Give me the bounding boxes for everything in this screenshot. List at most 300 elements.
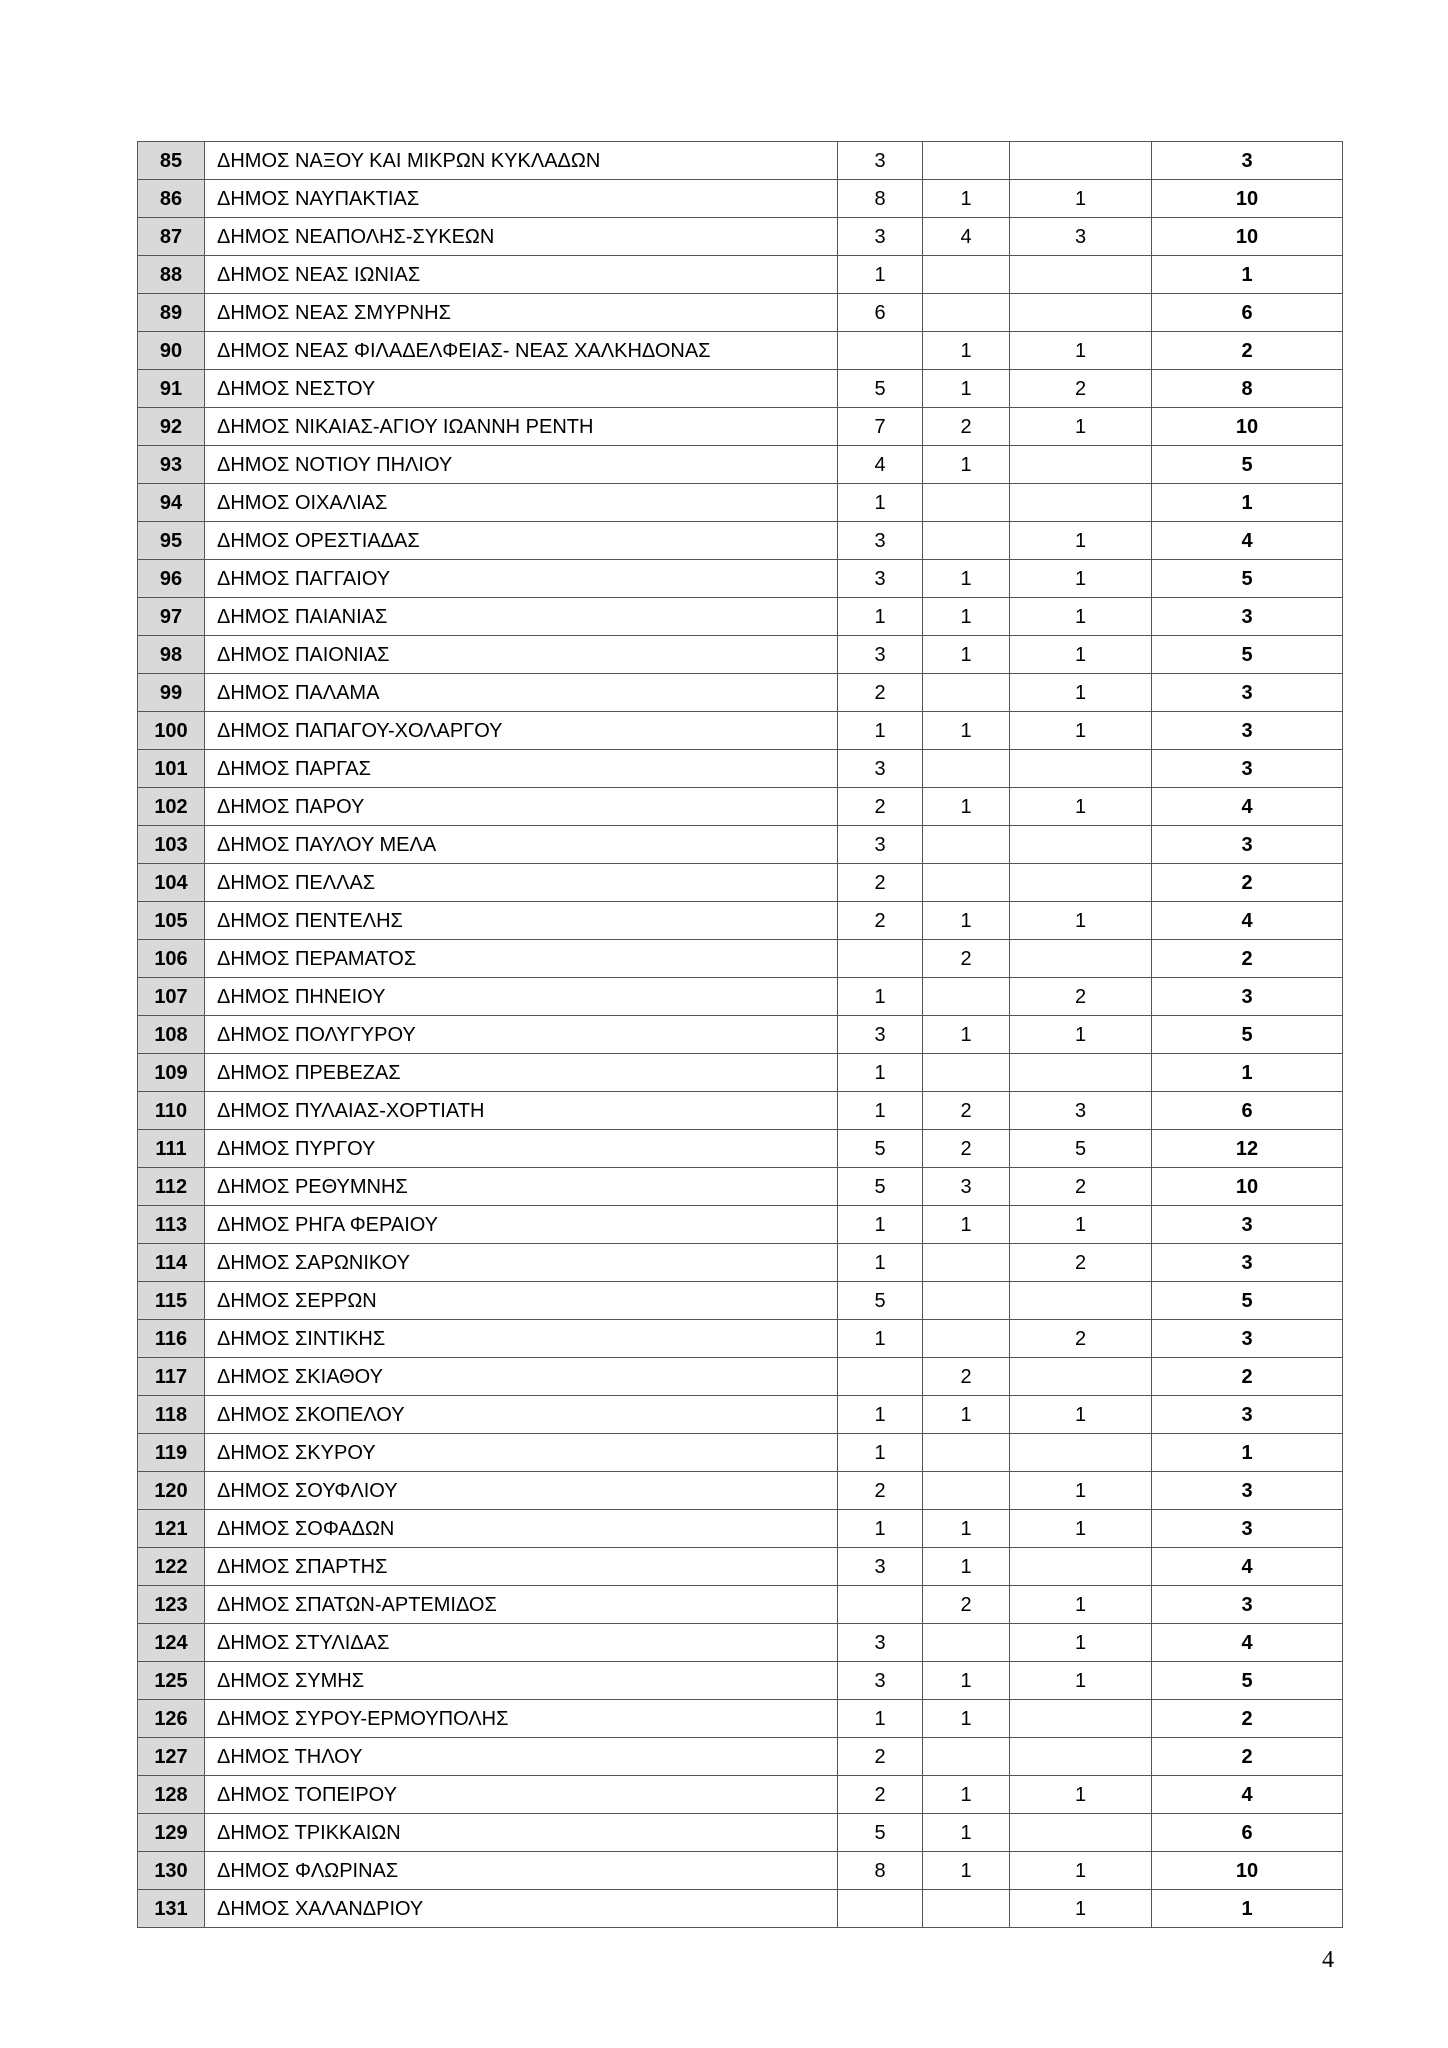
municipality-name-cell: ΔΗΜΟΣ ΠΑΓΓΑΙΟΥ bbox=[205, 560, 838, 598]
value-cell-1: 2 bbox=[838, 1738, 923, 1776]
value-cell-3: 1 bbox=[1010, 636, 1152, 674]
value-cell-3 bbox=[1010, 750, 1152, 788]
municipality-name-cell: ΔΗΜΟΣ ΠΥΛΑΙΑΣ-ΧΟΡΤΙΑΤΗ bbox=[205, 1092, 838, 1130]
total-cell: 2 bbox=[1152, 940, 1343, 978]
value-cell-1: 5 bbox=[838, 1130, 923, 1168]
table-row bbox=[138, 788, 1343, 826]
value-cell-1: 3 bbox=[838, 1016, 923, 1054]
total-cell: 3 bbox=[1152, 1320, 1343, 1358]
value-cell-3: 2 bbox=[1010, 978, 1152, 1016]
value-cell-2: 1 bbox=[923, 370, 1010, 408]
row-number-cell: 110 bbox=[138, 1092, 205, 1130]
row-number-cell: 93 bbox=[138, 446, 205, 484]
row-number-cell: 120 bbox=[138, 1472, 205, 1510]
value-cell-2 bbox=[923, 294, 1010, 332]
table-row bbox=[138, 1016, 1343, 1054]
municipality-name-cell: ΔΗΜΟΣ ΠΑΠΑΓΟΥ-ΧΟΛΑΡΓΟΥ bbox=[205, 712, 838, 750]
value-cell-3: 1 bbox=[1010, 408, 1152, 446]
total-cell: 6 bbox=[1152, 1814, 1343, 1852]
value-cell-3: 1 bbox=[1010, 674, 1152, 712]
municipality-name-cell: ΔΗΜΟΣ ΣΙΝΤΙΚΗΣ bbox=[205, 1320, 838, 1358]
value-cell-2 bbox=[923, 1472, 1010, 1510]
value-cell-1: 5 bbox=[838, 370, 923, 408]
table-row bbox=[138, 332, 1343, 370]
total-cell: 3 bbox=[1152, 1586, 1343, 1624]
value-cell-3: 1 bbox=[1010, 1472, 1152, 1510]
value-cell-1: 2 bbox=[838, 674, 923, 712]
value-cell-3: 1 bbox=[1010, 332, 1152, 370]
row-number-cell: 122 bbox=[138, 1548, 205, 1586]
value-cell-2 bbox=[923, 256, 1010, 294]
value-cell-3: 1 bbox=[1010, 1206, 1152, 1244]
total-cell: 3 bbox=[1152, 978, 1343, 1016]
row-number-cell: 123 bbox=[138, 1586, 205, 1624]
value-cell-1: 1 bbox=[838, 1396, 923, 1434]
value-cell-1: 5 bbox=[838, 1168, 923, 1206]
row-number-cell: 100 bbox=[138, 712, 205, 750]
row-number-cell: 109 bbox=[138, 1054, 205, 1092]
value-cell-1: 1 bbox=[838, 484, 923, 522]
row-number-cell: 102 bbox=[138, 788, 205, 826]
value-cell-1: 4 bbox=[838, 446, 923, 484]
table-row bbox=[138, 1320, 1343, 1358]
value-cell-2: 1 bbox=[923, 1852, 1010, 1890]
municipality-name-cell: ΔΗΜΟΣ ΣΚΥΡΟΥ bbox=[205, 1434, 838, 1472]
municipality-name-cell: ΔΗΜΟΣ ΠΑΡΓΑΣ bbox=[205, 750, 838, 788]
value-cell-2: 1 bbox=[923, 1548, 1010, 1586]
municipality-name-cell: ΔΗΜΟΣ ΝΑΞΟΥ ΚΑΙ ΜΙΚΡΩΝ ΚΥΚΛΑΔΩΝ bbox=[205, 142, 838, 180]
table-row bbox=[138, 408, 1343, 446]
value-cell-3 bbox=[1010, 142, 1152, 180]
municipality-name-cell: ΔΗΜΟΣ ΤΗΛΟΥ bbox=[205, 1738, 838, 1776]
row-number-cell: 92 bbox=[138, 408, 205, 446]
table-row bbox=[138, 1358, 1343, 1396]
total-cell: 3 bbox=[1152, 674, 1343, 712]
value-cell-2: 1 bbox=[923, 180, 1010, 218]
row-number-cell: 111 bbox=[138, 1130, 205, 1168]
total-cell: 3 bbox=[1152, 1472, 1343, 1510]
row-number-cell: 116 bbox=[138, 1320, 205, 1358]
table-row bbox=[138, 1548, 1343, 1586]
total-cell: 2 bbox=[1152, 332, 1343, 370]
total-cell: 4 bbox=[1152, 1624, 1343, 1662]
value-cell-3 bbox=[1010, 484, 1152, 522]
total-cell: 3 bbox=[1152, 1244, 1343, 1282]
row-number-cell: 126 bbox=[138, 1700, 205, 1738]
value-cell-1 bbox=[838, 1586, 923, 1624]
value-cell-1: 3 bbox=[838, 560, 923, 598]
row-number-cell: 104 bbox=[138, 864, 205, 902]
value-cell-1: 3 bbox=[838, 142, 923, 180]
total-cell: 2 bbox=[1152, 864, 1343, 902]
value-cell-3: 2 bbox=[1010, 1244, 1152, 1282]
total-cell: 3 bbox=[1152, 1510, 1343, 1548]
value-cell-2 bbox=[923, 674, 1010, 712]
table-row bbox=[138, 1206, 1343, 1244]
value-cell-3: 1 bbox=[1010, 1016, 1152, 1054]
table-row bbox=[138, 1738, 1343, 1776]
municipality-name-cell: ΔΗΜΟΣ ΧΑΛΑΝΔΡΙΟΥ bbox=[205, 1890, 838, 1928]
value-cell-1: 1 bbox=[838, 1092, 923, 1130]
table-row bbox=[138, 484, 1343, 522]
value-cell-3: 1 bbox=[1010, 1624, 1152, 1662]
table-row bbox=[138, 180, 1343, 218]
total-cell: 10 bbox=[1152, 408, 1343, 446]
value-cell-2: 1 bbox=[923, 1662, 1010, 1700]
table-row bbox=[138, 218, 1343, 256]
value-cell-3: 1 bbox=[1010, 1852, 1152, 1890]
total-cell: 3 bbox=[1152, 750, 1343, 788]
municipality-name-cell: ΔΗΜΟΣ ΣΠΑΡΤΗΣ bbox=[205, 1548, 838, 1586]
table-row bbox=[138, 1662, 1343, 1700]
table-row bbox=[138, 674, 1343, 712]
value-cell-2 bbox=[923, 1320, 1010, 1358]
table-row bbox=[138, 902, 1343, 940]
table-row bbox=[138, 142, 1343, 180]
municipality-name-cell: ΔΗΜΟΣ ΣΕΡΡΩΝ bbox=[205, 1282, 838, 1320]
table-row bbox=[138, 1586, 1343, 1624]
value-cell-3: 1 bbox=[1010, 902, 1152, 940]
row-number-cell: 125 bbox=[138, 1662, 205, 1700]
value-cell-2 bbox=[923, 978, 1010, 1016]
value-cell-2: 2 bbox=[923, 1358, 1010, 1396]
row-number-cell: 86 bbox=[138, 180, 205, 218]
value-cell-1: 8 bbox=[838, 180, 923, 218]
row-number-cell: 106 bbox=[138, 940, 205, 978]
value-cell-3: 1 bbox=[1010, 712, 1152, 750]
value-cell-1: 1 bbox=[838, 1510, 923, 1548]
table-row bbox=[138, 598, 1343, 636]
value-cell-2 bbox=[923, 1054, 1010, 1092]
municipality-name-cell: ΔΗΜΟΣ ΠΑΙΟΝΙΑΣ bbox=[205, 636, 838, 674]
total-cell: 10 bbox=[1152, 180, 1343, 218]
total-cell: 10 bbox=[1152, 218, 1343, 256]
value-cell-2 bbox=[923, 864, 1010, 902]
value-cell-1: 3 bbox=[838, 636, 923, 674]
value-cell-2 bbox=[923, 1624, 1010, 1662]
value-cell-3: 2 bbox=[1010, 1320, 1152, 1358]
table-row bbox=[138, 1890, 1343, 1928]
table-row bbox=[138, 1168, 1343, 1206]
total-cell: 1 bbox=[1152, 1890, 1343, 1928]
row-number-cell: 101 bbox=[138, 750, 205, 788]
total-cell: 6 bbox=[1152, 294, 1343, 332]
row-number-cell: 130 bbox=[138, 1852, 205, 1890]
value-cell-1: 5 bbox=[838, 1814, 923, 1852]
municipality-name-cell: ΔΗΜΟΣ ΡΕΘΥΜΝΗΣ bbox=[205, 1168, 838, 1206]
value-cell-1: 3 bbox=[838, 1624, 923, 1662]
table-row bbox=[138, 712, 1343, 750]
municipality-name-cell: ΔΗΜΟΣ ΝΕΑΣ ΣΜΥΡΝΗΣ bbox=[205, 294, 838, 332]
value-cell-2 bbox=[923, 1890, 1010, 1928]
municipality-name-cell: ΔΗΜΟΣ ΝΕΑΠΟΛΗΣ-ΣΥΚΕΩΝ bbox=[205, 218, 838, 256]
municipality-name-cell: ΔΗΜΟΣ ΝΕΣΤΟΥ bbox=[205, 370, 838, 408]
value-cell-3 bbox=[1010, 1054, 1152, 1092]
value-cell-2 bbox=[923, 750, 1010, 788]
row-number-cell: 113 bbox=[138, 1206, 205, 1244]
row-number-cell: 103 bbox=[138, 826, 205, 864]
value-cell-1: 1 bbox=[838, 1320, 923, 1358]
value-cell-3 bbox=[1010, 1282, 1152, 1320]
total-cell: 12 bbox=[1152, 1130, 1343, 1168]
value-cell-2: 2 bbox=[923, 1092, 1010, 1130]
value-cell-2: 1 bbox=[923, 1700, 1010, 1738]
value-cell-1: 2 bbox=[838, 864, 923, 902]
total-cell: 8 bbox=[1152, 370, 1343, 408]
row-number-cell: 95 bbox=[138, 522, 205, 560]
municipality-name-cell: ΔΗΜΟΣ ΝΙΚΑΙΑΣ-ΑΓΙΟΥ ΙΩΑΝΝΗ ΡΕΝΤΗ bbox=[205, 408, 838, 446]
total-cell: 4 bbox=[1152, 522, 1343, 560]
municipality-name-cell: ΔΗΜΟΣ ΠΑΡΟΥ bbox=[205, 788, 838, 826]
municipality-name-cell: ΔΗΜΟΣ ΣΟΥΦΛΙΟΥ bbox=[205, 1472, 838, 1510]
value-cell-1: 1 bbox=[838, 598, 923, 636]
row-number-cell: 117 bbox=[138, 1358, 205, 1396]
value-cell-3: 1 bbox=[1010, 180, 1152, 218]
municipality-name-cell: ΔΗΜΟΣ ΤΡΙΚΚΑΙΩΝ bbox=[205, 1814, 838, 1852]
value-cell-2 bbox=[923, 1738, 1010, 1776]
municipality-name-cell: ΔΗΜΟΣ ΠΑΙΑΝΙΑΣ bbox=[205, 598, 838, 636]
municipality-name-cell: ΔΗΜΟΣ ΣΚΙΑΘΟΥ bbox=[205, 1358, 838, 1396]
total-cell: 5 bbox=[1152, 446, 1343, 484]
total-cell: 3 bbox=[1152, 142, 1343, 180]
value-cell-1 bbox=[838, 332, 923, 370]
value-cell-2 bbox=[923, 522, 1010, 560]
total-cell: 10 bbox=[1152, 1168, 1343, 1206]
value-cell-3 bbox=[1010, 1548, 1152, 1586]
value-cell-1: 1 bbox=[838, 978, 923, 1016]
table-row bbox=[138, 560, 1343, 598]
value-cell-3 bbox=[1010, 1814, 1152, 1852]
value-cell-1: 2 bbox=[838, 788, 923, 826]
value-cell-3: 3 bbox=[1010, 1092, 1152, 1130]
municipality-name-cell: ΔΗΜΟΣ ΠΕΡΑΜΑΤΟΣ bbox=[205, 940, 838, 978]
value-cell-2: 1 bbox=[923, 598, 1010, 636]
total-cell: 5 bbox=[1152, 1282, 1343, 1320]
total-cell: 3 bbox=[1152, 826, 1343, 864]
value-cell-2: 1 bbox=[923, 636, 1010, 674]
municipality-table bbox=[137, 141, 1343, 1928]
table-row bbox=[138, 1510, 1343, 1548]
row-number-cell: 115 bbox=[138, 1282, 205, 1320]
total-cell: 3 bbox=[1152, 712, 1343, 750]
municipality-name-cell: ΔΗΜΟΣ ΟΙΧΑΛΙΑΣ bbox=[205, 484, 838, 522]
row-number-cell: 97 bbox=[138, 598, 205, 636]
value-cell-1: 8 bbox=[838, 1852, 923, 1890]
municipality-name-cell: ΔΗΜΟΣ ΣΟΦΑΔΩΝ bbox=[205, 1510, 838, 1548]
table-row bbox=[138, 1700, 1343, 1738]
value-cell-2 bbox=[923, 142, 1010, 180]
table-row bbox=[138, 1776, 1343, 1814]
value-cell-1: 6 bbox=[838, 294, 923, 332]
table-row bbox=[138, 636, 1343, 674]
value-cell-3: 1 bbox=[1010, 788, 1152, 826]
value-cell-3 bbox=[1010, 940, 1152, 978]
municipality-name-cell: ΔΗΜΟΣ ΠΟΛΥΓΥΡΟΥ bbox=[205, 1016, 838, 1054]
value-cell-2: 1 bbox=[923, 712, 1010, 750]
row-number-cell: 96 bbox=[138, 560, 205, 598]
value-cell-1: 2 bbox=[838, 1472, 923, 1510]
row-number-cell: 85 bbox=[138, 142, 205, 180]
value-cell-2: 1 bbox=[923, 1814, 1010, 1852]
total-cell: 2 bbox=[1152, 1738, 1343, 1776]
table-row bbox=[138, 1814, 1343, 1852]
value-cell-1: 2 bbox=[838, 1776, 923, 1814]
value-cell-2 bbox=[923, 1244, 1010, 1282]
municipality-name-cell: ΔΗΜΟΣ ΡΗΓΑ ΦΕΡΑΙΟΥ bbox=[205, 1206, 838, 1244]
municipality-name-cell: ΔΗΜΟΣ ΣΑΡΩΝΙΚΟΥ bbox=[205, 1244, 838, 1282]
value-cell-3 bbox=[1010, 294, 1152, 332]
municipality-name-cell: ΔΗΜΟΣ ΤΟΠΕΙΡΟΥ bbox=[205, 1776, 838, 1814]
value-cell-2 bbox=[923, 826, 1010, 864]
total-cell: 4 bbox=[1152, 788, 1343, 826]
municipality-name-cell: ΔΗΜΟΣ ΠΕΛΛΑΣ bbox=[205, 864, 838, 902]
value-cell-3: 2 bbox=[1010, 1168, 1152, 1206]
value-cell-2: 1 bbox=[923, 1396, 1010, 1434]
value-cell-3 bbox=[1010, 446, 1152, 484]
value-cell-3: 1 bbox=[1010, 1510, 1152, 1548]
municipality-name-cell: ΔΗΜΟΣ ΝΑΥΠΑΚΤΙΑΣ bbox=[205, 180, 838, 218]
value-cell-1: 3 bbox=[838, 218, 923, 256]
table-row bbox=[138, 1092, 1343, 1130]
table-row bbox=[138, 446, 1343, 484]
municipality-name-cell: ΔΗΜΟΣ ΝΕΑΣ ΦΙΛΑΔΕΛΦΕΙΑΣ- ΝΕΑΣ ΧΑΛΚΗΔΟΝΑΣ bbox=[205, 332, 838, 370]
value-cell-2: 4 bbox=[923, 218, 1010, 256]
municipality-name-cell: ΔΗΜΟΣ ΣΥΜΗΣ bbox=[205, 1662, 838, 1700]
total-cell: 1 bbox=[1152, 256, 1343, 294]
value-cell-1: 1 bbox=[838, 1244, 923, 1282]
value-cell-2: 1 bbox=[923, 560, 1010, 598]
value-cell-2: 1 bbox=[923, 902, 1010, 940]
value-cell-3 bbox=[1010, 256, 1152, 294]
table-row bbox=[138, 1852, 1343, 1890]
row-number-cell: 90 bbox=[138, 332, 205, 370]
table-row bbox=[138, 370, 1343, 408]
value-cell-1: 5 bbox=[838, 1282, 923, 1320]
value-cell-2: 2 bbox=[923, 408, 1010, 446]
row-number-cell: 128 bbox=[138, 1776, 205, 1814]
value-cell-1: 1 bbox=[838, 712, 923, 750]
total-cell: 5 bbox=[1152, 1016, 1343, 1054]
total-cell: 3 bbox=[1152, 1396, 1343, 1434]
table-row bbox=[138, 1472, 1343, 1510]
value-cell-3 bbox=[1010, 1434, 1152, 1472]
row-number-cell: 99 bbox=[138, 674, 205, 712]
municipality-name-cell: ΔΗΜΟΣ ΝΕΑΣ ΙΩΝΙΑΣ bbox=[205, 256, 838, 294]
value-cell-2 bbox=[923, 484, 1010, 522]
value-cell-2: 2 bbox=[923, 940, 1010, 978]
table-row bbox=[138, 826, 1343, 864]
total-cell: 5 bbox=[1152, 636, 1343, 674]
row-number-cell: 94 bbox=[138, 484, 205, 522]
value-cell-1 bbox=[838, 940, 923, 978]
table-row bbox=[138, 256, 1343, 294]
value-cell-3: 1 bbox=[1010, 1396, 1152, 1434]
municipality-name-cell: ΔΗΜΟΣ ΦΛΩΡΙΝΑΣ bbox=[205, 1852, 838, 1890]
total-cell: 5 bbox=[1152, 560, 1343, 598]
table-row bbox=[138, 1624, 1343, 1662]
municipality-name-cell: ΔΗΜΟΣ ΠΑΛΑΜΑ bbox=[205, 674, 838, 712]
table-row bbox=[138, 1130, 1343, 1168]
total-cell: 5 bbox=[1152, 1662, 1343, 1700]
municipality-name-cell: ΔΗΜΟΣ ΠΡΕΒΕΖΑΣ bbox=[205, 1054, 838, 1092]
row-number-cell: 108 bbox=[138, 1016, 205, 1054]
municipality-name-cell: ΔΗΜΟΣ ΣΠΑΤΩΝ-ΑΡΤΕΜΙΔΟΣ bbox=[205, 1586, 838, 1624]
row-number-cell: 91 bbox=[138, 370, 205, 408]
value-cell-2: 1 bbox=[923, 1776, 1010, 1814]
total-cell: 4 bbox=[1152, 1548, 1343, 1586]
row-number-cell: 121 bbox=[138, 1510, 205, 1548]
row-number-cell: 107 bbox=[138, 978, 205, 1016]
page-number: 4 bbox=[1322, 1947, 1334, 1973]
table-row bbox=[138, 750, 1343, 788]
value-cell-3 bbox=[1010, 864, 1152, 902]
value-cell-1: 1 bbox=[838, 1054, 923, 1092]
value-cell-1 bbox=[838, 1358, 923, 1396]
value-cell-1: 1 bbox=[838, 1700, 923, 1738]
municipality-name-cell: ΔΗΜΟΣ ΠΗΝΕΙΟΥ bbox=[205, 978, 838, 1016]
total-cell: 3 bbox=[1152, 1206, 1343, 1244]
value-cell-2: 2 bbox=[923, 1586, 1010, 1624]
row-number-cell: 98 bbox=[138, 636, 205, 674]
value-cell-1: 3 bbox=[838, 522, 923, 560]
table-row bbox=[138, 1244, 1343, 1282]
table-row bbox=[138, 864, 1343, 902]
value-cell-3: 1 bbox=[1010, 1586, 1152, 1624]
value-cell-1: 3 bbox=[838, 1548, 923, 1586]
value-cell-1: 1 bbox=[838, 1434, 923, 1472]
table-row bbox=[138, 522, 1343, 560]
row-number-cell: 88 bbox=[138, 256, 205, 294]
total-cell: 2 bbox=[1152, 1700, 1343, 1738]
value-cell-1: 3 bbox=[838, 750, 923, 788]
table-row bbox=[138, 1282, 1343, 1320]
total-cell: 1 bbox=[1152, 484, 1343, 522]
value-cell-1: 3 bbox=[838, 826, 923, 864]
value-cell-2: 1 bbox=[923, 1206, 1010, 1244]
row-number-cell: 119 bbox=[138, 1434, 205, 1472]
value-cell-2: 1 bbox=[923, 1510, 1010, 1548]
value-cell-1: 2 bbox=[838, 902, 923, 940]
total-cell: 4 bbox=[1152, 902, 1343, 940]
row-number-cell: 129 bbox=[138, 1814, 205, 1852]
value-cell-3 bbox=[1010, 1358, 1152, 1396]
table-row bbox=[138, 1396, 1343, 1434]
value-cell-3: 1 bbox=[1010, 598, 1152, 636]
value-cell-3: 1 bbox=[1010, 1776, 1152, 1814]
table-row bbox=[138, 294, 1343, 332]
row-number-cell: 114 bbox=[138, 1244, 205, 1282]
total-cell: 3 bbox=[1152, 598, 1343, 636]
table-row bbox=[138, 978, 1343, 1016]
row-number-cell: 87 bbox=[138, 218, 205, 256]
value-cell-1: 1 bbox=[838, 256, 923, 294]
municipality-name-cell: ΔΗΜΟΣ ΣΥΡΟΥ-ΕΡΜΟΥΠΟΛΗΣ bbox=[205, 1700, 838, 1738]
municipality-name-cell: ΔΗΜΟΣ ΠΑΥΛΟΥ ΜΕΛΑ bbox=[205, 826, 838, 864]
table-row bbox=[138, 940, 1343, 978]
value-cell-2 bbox=[923, 1434, 1010, 1472]
value-cell-1: 3 bbox=[838, 1662, 923, 1700]
row-number-cell: 89 bbox=[138, 294, 205, 332]
row-number-cell: 118 bbox=[138, 1396, 205, 1434]
value-cell-3 bbox=[1010, 826, 1152, 864]
value-cell-3: 1 bbox=[1010, 560, 1152, 598]
municipality-name-cell: ΔΗΜΟΣ ΟΡΕΣΤΙΑΔΑΣ bbox=[205, 522, 838, 560]
total-cell: 2 bbox=[1152, 1358, 1343, 1396]
value-cell-1: 1 bbox=[838, 1206, 923, 1244]
value-cell-3: 2 bbox=[1010, 370, 1152, 408]
row-number-cell: 127 bbox=[138, 1738, 205, 1776]
value-cell-3: 1 bbox=[1010, 522, 1152, 560]
